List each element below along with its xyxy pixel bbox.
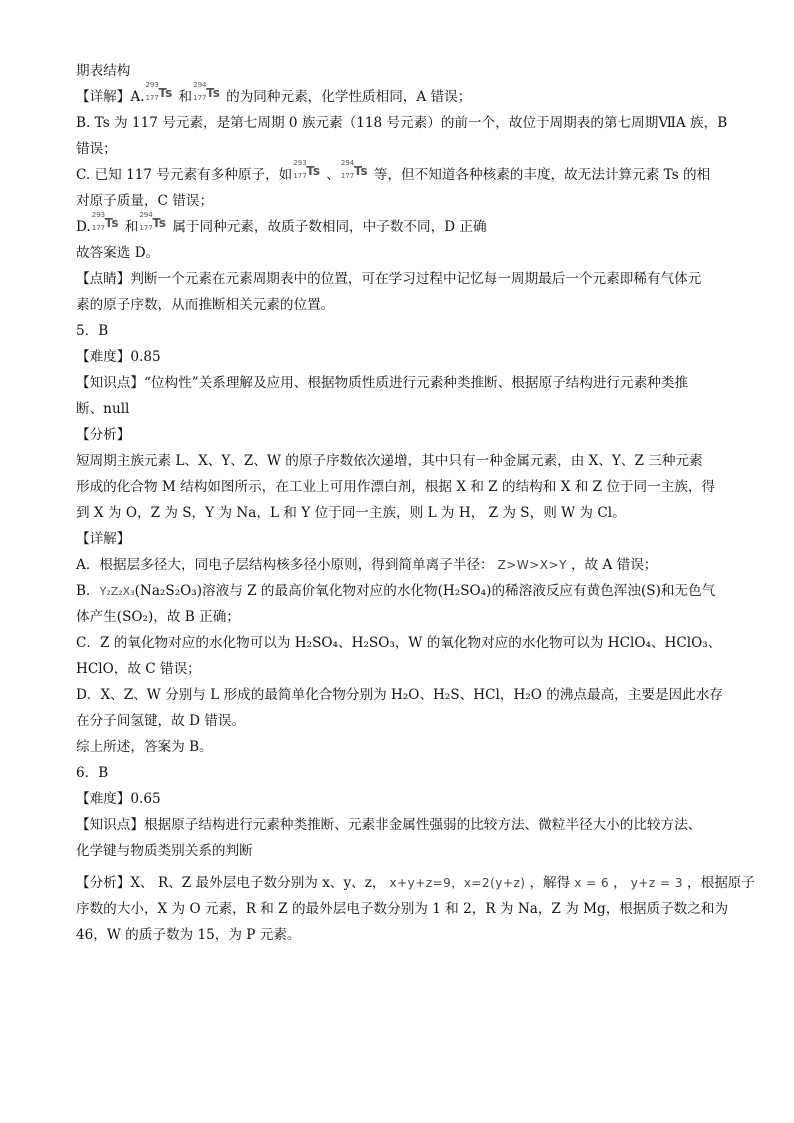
text-line <box>76 682 723 708</box>
line-text: 综上所述，答案为 B。 <box>76 739 213 755</box>
section-heading <box>76 422 718 448</box>
nuclide-ts-293: 293 177 Ts <box>91 211 119 232</box>
line-text: ，故 A 错误； <box>570 557 658 573</box>
line-text: 【难度】0.65 <box>76 791 161 807</box>
text-line <box>76 812 718 838</box>
line-text: B. Ts 为 117 号元素，是第七周期 0 族元素（118 号元素）的前一个，故位于周期表的第七周期ⅦA 族，B <box>76 115 728 131</box>
text-line <box>76 896 729 922</box>
section-heading <box>76 526 718 552</box>
line-text: D. <box>76 219 91 235</box>
text-line <box>76 136 718 162</box>
text-line <box>76 734 718 760</box>
nuclide-ts-294: 294 177 Ts <box>193 81 220 102</box>
text-line <box>76 708 718 734</box>
nuclide-ts-294: 294 177 Ts <box>340 159 368 180</box>
text-line <box>76 211 718 240</box>
text-line <box>76 870 755 896</box>
nuclide-ts-294: 294 177 Ts <box>139 211 167 232</box>
line-text: 和 <box>124 219 139 235</box>
line-text: 的为同种元素，化学性质相同，A 错误； <box>226 89 472 105</box>
line-text: ，根据原子 <box>687 875 755 891</box>
line-text: 6．B <box>76 765 109 781</box>
line-text: B． <box>76 583 100 599</box>
text-line <box>76 578 718 604</box>
nuclide-ts-293: 293 177 Ts <box>145 81 173 102</box>
line-text: 到 X 为 O，Z 为 S，Y 为 Na，L 和 Y 位于同一主族，则 L 为 H， Z 为 S，则 W 为 Cl。 <box>76 505 626 521</box>
line-text: 序数的大小，X 为 O 元素，R 和 Z 的最外层电子数分别为 1 和 2，R 为 Na，Z 为 Mg，根据质子数之和为 <box>76 901 729 917</box>
formula-y2z2x3: Y₂Z₂X₃ <box>99 585 135 598</box>
text-line <box>76 370 718 396</box>
formula-x-value: x = 6 <box>574 876 610 890</box>
question-number <box>76 318 718 344</box>
text-line <box>76 81 718 110</box>
line-text: 对原子质量，C 错误； <box>76 193 214 209</box>
text-line <box>76 448 718 474</box>
line-text: D．X、Z、W 分别与 L 形成的最简单化合物分别为 H₂O、H₂S、HCl，H₂O 的沸点最高，主要是因此水存 <box>76 687 723 703</box>
line-text: (Na₂S₂O₃)溶液与 Z 的最高价氧化物对应的水化物(H₂SO₄)的稀溶液反应有黄色浑浊(S)和无色气 <box>134 583 716 599</box>
text-line <box>76 500 718 526</box>
line-text: 在分子间氢键，故 D 错误。 <box>76 713 246 729</box>
text-line <box>76 240 718 266</box>
text-line <box>76 110 728 136</box>
text-line <box>76 552 718 578</box>
text-line <box>76 188 718 214</box>
line-text: 断、null <box>76 401 130 417</box>
line-text: 【知识点】“位构性”关系理解及应用、根据物质性质进行元素种类推断、根据原子结构进行元素种类推 <box>76 375 689 391</box>
difficulty <box>76 786 718 812</box>
line-text: 【详解】 <box>76 531 131 547</box>
line-text: 【详解】A. <box>76 89 145 105</box>
text-line <box>76 838 718 864</box>
line-text: 素的原子序数，从而推断相关元素的位置。 <box>76 297 335 313</box>
line-text: 46，W 的质子数为 15，为 P 元素。 <box>76 927 301 943</box>
line-text: 等，但不知道各种核素的丰度，故无法计算元素 Ts 的相 <box>373 167 711 183</box>
line-text: 形成的化合物 M 结构如图所示，在工业上可用作漂白剂，根据 X 和 Z 的结构和 X 和 Z 位于同一主族，得 <box>76 479 716 495</box>
line-text: A．根据层多径大，同电子层结构核多径小原则，得到简单离子半径： <box>76 557 494 573</box>
line-text: C．Z 的氧化物对应的水化物可以为 H₂SO₄、H₂SO₃，W 的氧化物对应的水化物可以为 HClO₄、HClO₃、 <box>76 635 722 651</box>
line-text: 体产生(SO₂)，故 B 正确； <box>76 609 240 625</box>
text-line <box>76 656 718 682</box>
line-text: 短周期主族元素 L、X、Y、Z、W 的原子序数依次递增，其中只有一种金属元素，由 X、Y、Z 三种元素 <box>76 453 703 469</box>
line-text: ， <box>613 875 627 891</box>
line-text: 化学键与物质类别关系的判断 <box>76 843 253 859</box>
line-text: 属于同种元素，故质子数相同，中子数不同，D 正确 <box>172 219 487 235</box>
formula-ion-radius: Z>W>X>Y <box>497 558 567 572</box>
line-text: 故答案选 D。 <box>76 245 160 261</box>
line-text: 【知识点】根据原子结构进行元素种类推断、元素非金属性强弱的比较方法、微粒半径大小的比较方法、 <box>76 817 702 833</box>
text-line <box>76 292 718 318</box>
line-text: 【分析】X、 R、Z 最外层电子数分别为 x、y、z， <box>76 875 386 891</box>
text-line <box>76 604 718 630</box>
line-text: 5．B <box>76 323 109 339</box>
line-text: 【点睛】判断一个元素在元素周期表中的位置，可在学习过程中记忆每一周期最后一个元素即稀有气体元 <box>76 271 702 287</box>
line-text: 期表结构 <box>76 63 131 79</box>
text-line <box>76 474 718 500</box>
difficulty <box>76 344 718 370</box>
text-line <box>76 922 718 948</box>
line-text: 【难度】0.85 <box>76 349 161 365</box>
question-number <box>76 760 718 786</box>
text-line <box>76 159 718 188</box>
text-line <box>76 58 718 84</box>
text-line <box>76 396 718 422</box>
formula-equation-system: x+y+z=9，x=2(y+z) <box>389 876 526 890</box>
document-page <box>76 58 755 948</box>
line-text: HClO，故 C 错误； <box>76 661 201 677</box>
line-text: C. 已知 117 号元素有多种原子，如 <box>76 167 293 183</box>
text-line <box>76 266 718 292</box>
line-text: 错误； <box>76 141 117 157</box>
formula-yz-value: y+z = 3 <box>630 876 684 890</box>
nuclide-ts-293: 293 177 Ts <box>293 159 321 180</box>
text-line <box>76 630 722 656</box>
line-text: 和 <box>178 89 193 105</box>
line-text: ，解得 <box>529 875 571 891</box>
line-text: 【分析】 <box>76 427 131 443</box>
line-text: 、 <box>326 167 340 183</box>
